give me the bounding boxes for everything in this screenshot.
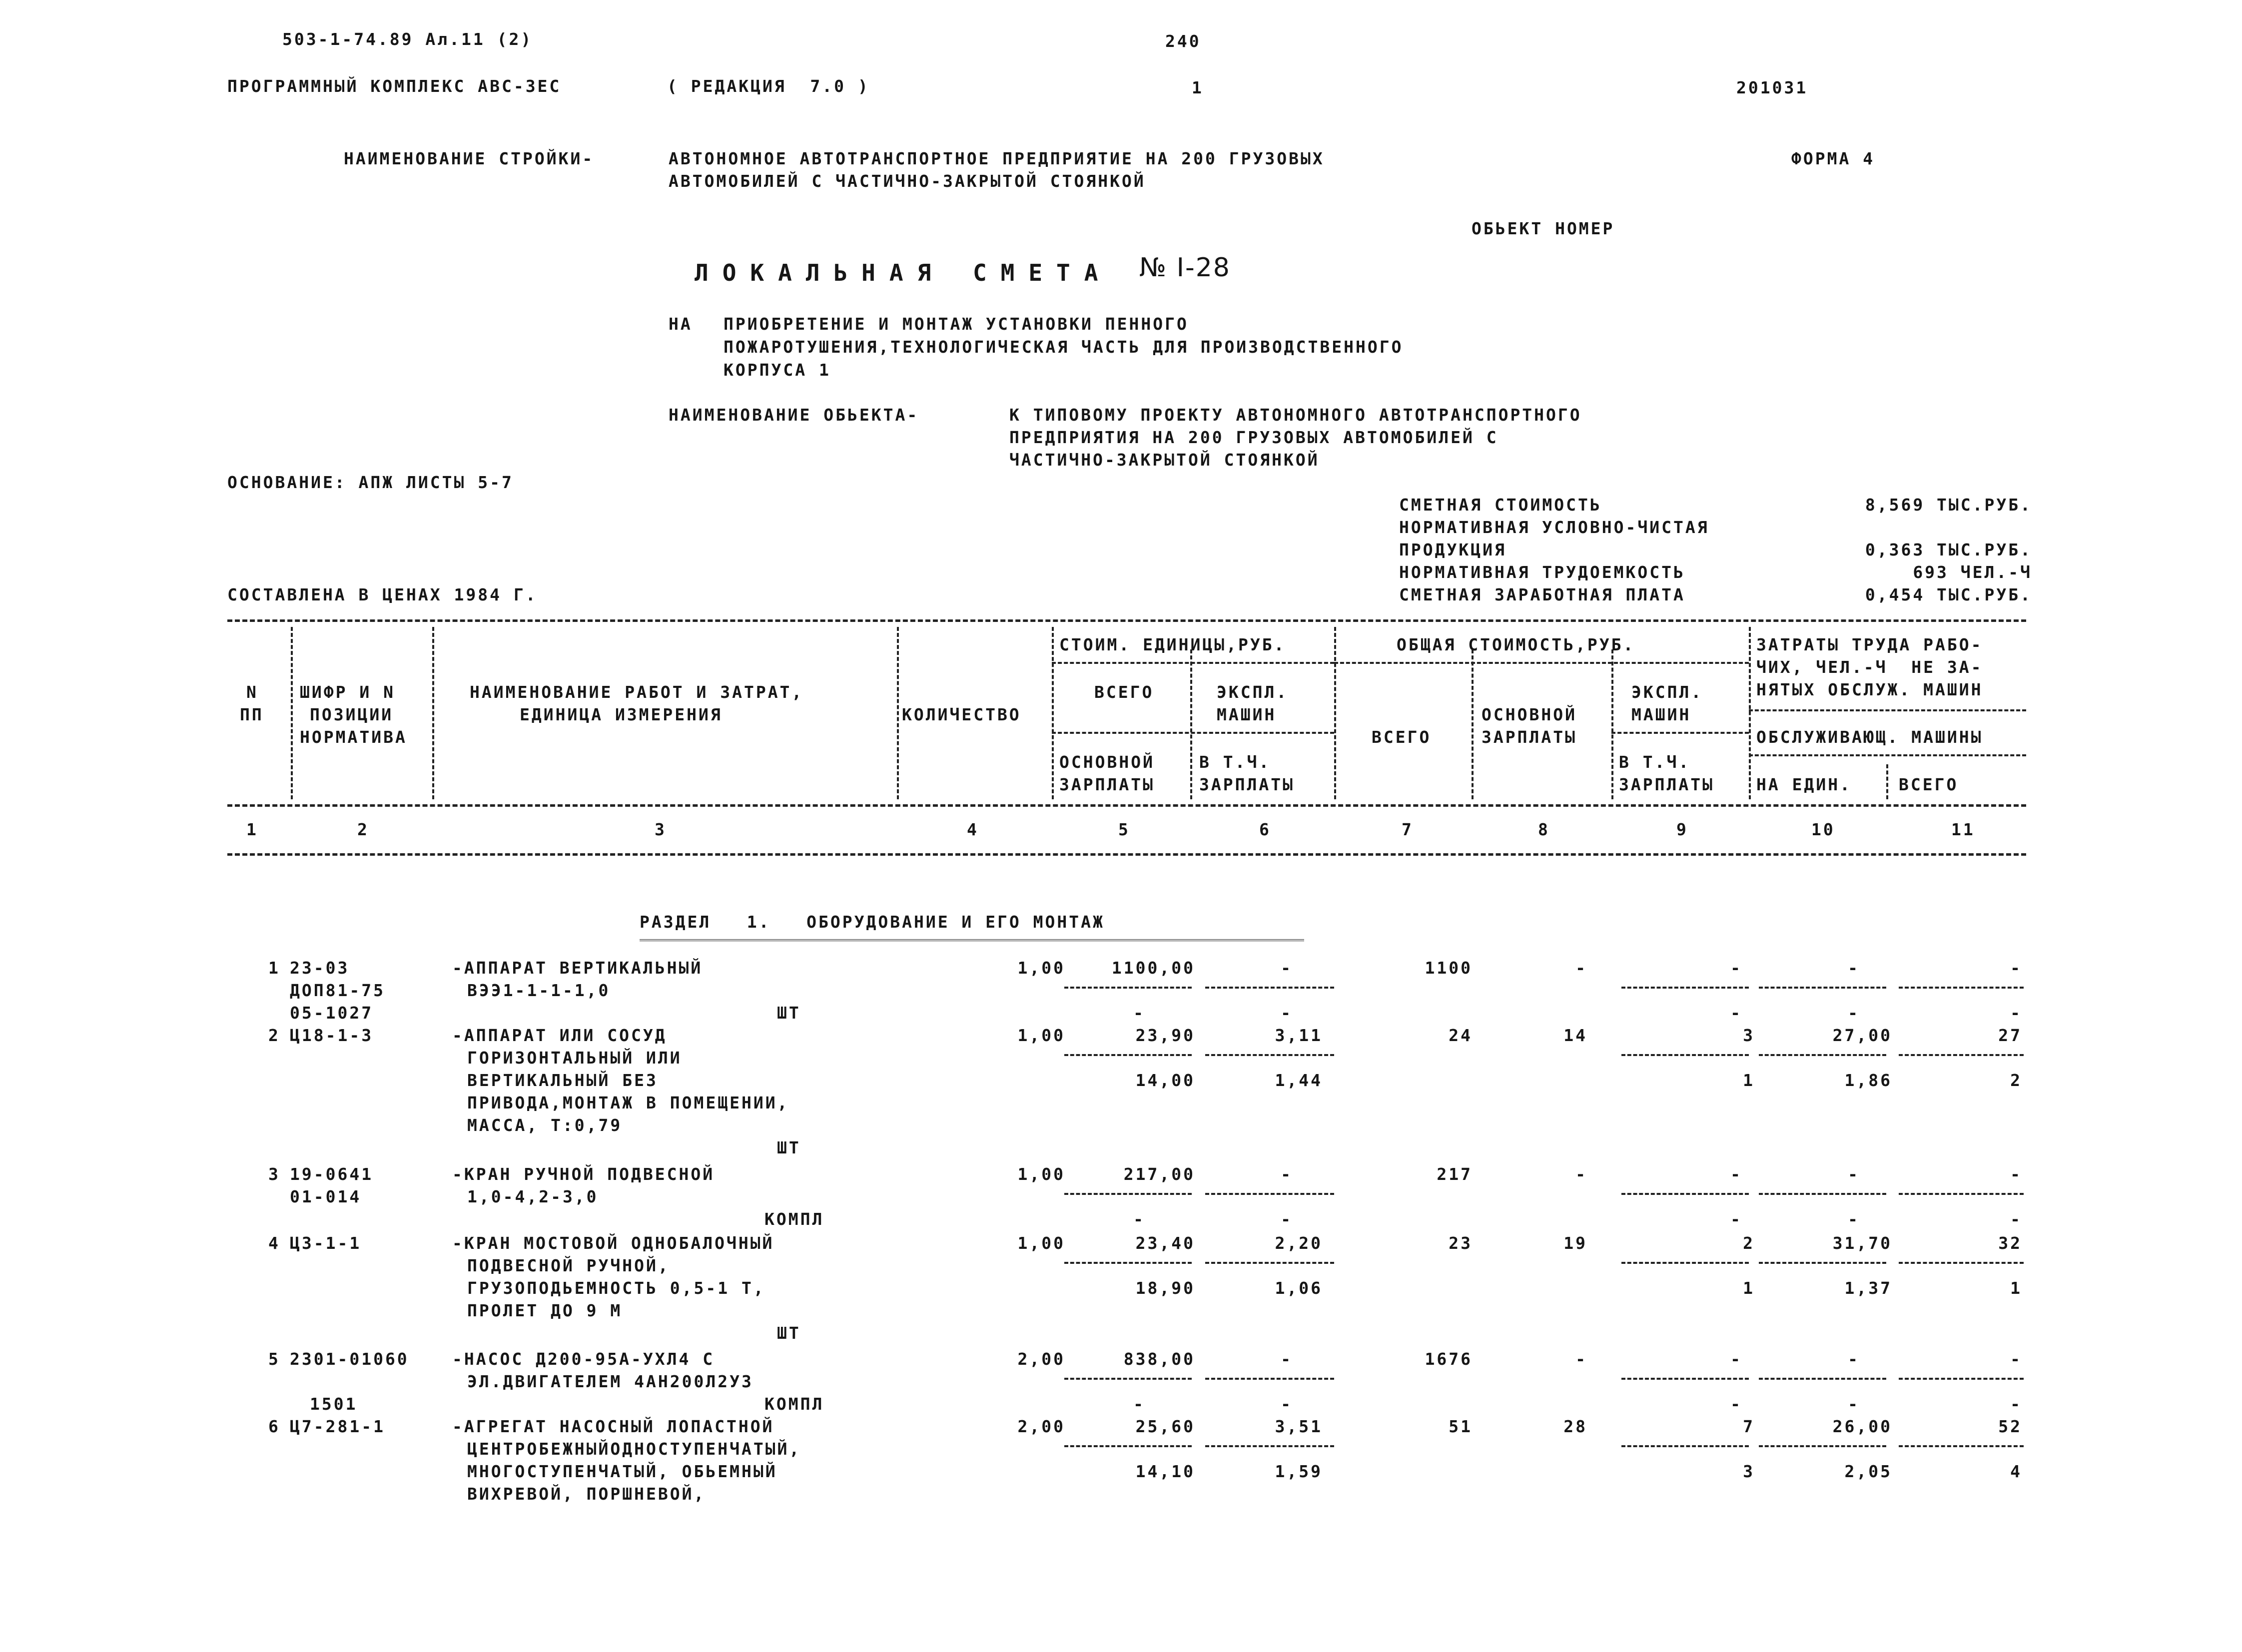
row-salary: - [1575, 1164, 1587, 1184]
row-code: Ц7-281-1 [290, 1417, 385, 1436]
row-labor-total: - [2010, 1209, 2022, 1229]
column-separator [1334, 627, 1336, 799]
col-9-header: ЭКСПЛ. [1631, 682, 1703, 702]
row-unit-salary-incl: - [1281, 1003, 1293, 1023]
column-separator [432, 627, 434, 799]
col-6-header: ЭКСПЛ. [1217, 682, 1289, 702]
row-labor-total: - [2010, 1003, 2022, 1023]
object-name-line-3: ЧАСТИЧНО-ЗАКРЫТОЙ СТОЯНКОЙ [1009, 450, 1320, 470]
sheet-number: 1 [1192, 78, 1204, 97]
divider [1899, 1445, 2024, 1447]
row-code: Ц18-1-3 [290, 1026, 374, 1045]
col-5-header: ВСЕГО [1094, 682, 1154, 702]
row-quantity: 1,00 [1017, 1233, 1065, 1253]
row-number: 6 [268, 1417, 280, 1436]
divider [1759, 1445, 1886, 1447]
program-edition: ( РЕДАКЦИЯ 7.0 ) [667, 76, 870, 96]
row-total: 24 [1449, 1026, 1473, 1045]
row-name: ПРИВОДА,МОНТАЖ В ПОМЕЩЕНИИ, [467, 1093, 789, 1112]
row-total: 1100 [1425, 958, 1473, 978]
divider [1205, 1445, 1334, 1447]
row-salary: 14 [1563, 1026, 1587, 1045]
row-unit: ШТ [777, 1323, 801, 1343]
row-name: -АГРЕГАТ НАСОСНЫЙ ЛОПАСТНОЙ [452, 1417, 774, 1436]
program-name: ПРОГРАММНЫЙ КОМПЛЕКС АВС-3ЕС [227, 76, 562, 96]
divider [1064, 987, 1192, 989]
row-labor-unit: 2,05 [1844, 1462, 1892, 1481]
labor-header: ЧИХ, ЧЕЛ.-Ч НЕ ЗА- [1756, 657, 1983, 677]
column-number: 1 [246, 820, 258, 839]
summary-label: СМЕТНАЯ ЗАРАБОТНАЯ ПЛАТА [1399, 585, 1685, 604]
divider [1064, 1378, 1192, 1380]
divider [1334, 662, 1749, 664]
row-labor-unit: - [1848, 1349, 1860, 1369]
row-machines: - [1730, 1349, 1742, 1369]
row-quantity: 2,00 [1017, 1417, 1065, 1436]
row-name: ВИХРЕВОЙ, ПОРШНЕВОЙ, [467, 1484, 706, 1504]
divider [1064, 1445, 1192, 1447]
divider [1759, 1054, 1886, 1056]
divider [1899, 1262, 2024, 1264]
divider [1621, 1445, 1749, 1447]
purpose-line-3: КОРПУСА 1 [724, 360, 831, 380]
row-name: ГОРИЗОНТАЛЬНЫЙ ИЛИ [467, 1048, 682, 1068]
row-name: -АППАРАТ ИЛИ СОСУД [452, 1026, 667, 1045]
row-unit-salary-incl: 1,44 [1275, 1071, 1323, 1090]
row-quantity: 1,00 [1017, 1026, 1065, 1045]
divider [1759, 987, 1886, 989]
col-2-header: НОРМАТИВА [300, 727, 407, 747]
row-unit: КОМПЛ [764, 1209, 824, 1229]
row-unit-total: 25,60 [1135, 1417, 1195, 1436]
row-unit-total: 1100,00 [1111, 958, 1195, 978]
row-labor-unit: 1,37 [1844, 1278, 1892, 1298]
row-machines: - [1730, 958, 1742, 978]
divider [1899, 1054, 2024, 1056]
divider [227, 804, 2026, 807]
row-unit-total: 23,90 [1135, 1026, 1195, 1045]
row-unit: ШТ [777, 1003, 801, 1023]
row-machines: 3 [1743, 1026, 1755, 1045]
column-separator [291, 627, 293, 799]
row-name: МНОГОСТУПЕНЧАТЫЙ, ОБЬЕМНЫЙ [467, 1462, 777, 1481]
row-number: 4 [268, 1233, 280, 1253]
row-unit-machines: - [1281, 1349, 1293, 1369]
labor-header: ЗАТРАТЫ ТРУДА РАБО- [1756, 635, 1983, 654]
object-number-label: ОБЬЕКТ НОМЕР [1472, 219, 1615, 238]
purpose-prefix: НА [669, 314, 693, 334]
summary-value: 0,363 ТЫС.РУБ. [1865, 540, 2032, 559]
row-quantity: 2,00 [1017, 1349, 1065, 1369]
col-1-header: N [246, 682, 258, 702]
row-labor-unit: 31,70 [1832, 1233, 1892, 1253]
row-code: 01-014 [290, 1187, 362, 1206]
labor-header: ОБСЛУЖИВАЮЩ. МАШИНЫ [1756, 727, 1983, 747]
col-5-header: ЗАРПЛАТЫ [1059, 775, 1155, 794]
col-6-header: В Т.Ч. [1199, 752, 1271, 772]
divider [1621, 1193, 1749, 1195]
row-machines-incl: 1 [1743, 1071, 1755, 1090]
col-6-header: ЗАРПЛАТЫ [1199, 775, 1295, 794]
object-name-line-2: ПРЕДПРИЯТИЯ НА 200 ГРУЗОВЫХ АВТОМОБИЛЕЙ С [1009, 428, 1498, 447]
basis: ОСНОВАНИЕ: АПЖ ЛИСТЫ 5-7 [227, 473, 514, 492]
row-name: ЭЛ.ДВИГАТЕЛЕМ 4АН200Л2У3 [467, 1372, 753, 1391]
column-number: 9 [1676, 820, 1688, 839]
price-basis: СОСТАВЛЕНА В ЦЕНАХ 1984 Г. [227, 585, 538, 604]
page-number: 240 [1165, 31, 1201, 51]
row-labor-total: - [2010, 1394, 2022, 1414]
object-name-line-1: К ТИПОВОМУ ПРОЕКТУ АВТОНОМНОГО АВТОТРАНСПОРТНОГО [1009, 405, 1582, 425]
divider [227, 853, 2026, 856]
divider [1899, 987, 2024, 989]
divider [1205, 1193, 1334, 1195]
column-number: 2 [357, 820, 369, 839]
purpose-line-1: ПРИОБРЕТЕНИЕ И МОНТАЖ УСТАНОВКИ ПЕННОГО [724, 314, 1189, 334]
row-salary: 28 [1563, 1417, 1587, 1436]
row-unit-salary: 14,00 [1135, 1071, 1195, 1090]
purpose-line-2: ПОЖАРОТУШЕНИЯ,ТЕХНОЛОГИЧЕСКАЯ ЧАСТЬ ДЛЯ ПРОИЗВОДСТВЕННОГО [724, 337, 1404, 357]
row-name: ГРУЗОПОДЬЕМНОСТЬ 0,5-1 Т, [467, 1278, 765, 1298]
row-total: 51 [1449, 1417, 1473, 1436]
summary-value: 0,454 ТЫС.РУБ. [1865, 585, 2032, 604]
column-number: 10 [1811, 820, 1835, 839]
divider [1205, 1378, 1334, 1380]
divider [1749, 709, 2026, 711]
divider [1621, 1378, 1749, 1380]
row-labor-unit: - [1848, 1394, 1860, 1414]
col-8-header: ОСНОВНОЙ [1482, 705, 1577, 724]
divider [1621, 1262, 1749, 1264]
row-quantity: 1,00 [1017, 958, 1065, 978]
unit-cost-header: СТОИМ. ЕДИНИЦЫ,РУБ. [1059, 635, 1286, 654]
divider [1899, 1193, 2024, 1195]
row-unit-machines: 2,20 [1275, 1233, 1323, 1253]
divider [1749, 754, 2026, 756]
row-name: -АППАРАТ ВЕРТИКАЛЬНЫЙ [452, 958, 703, 978]
row-name: ВЭЭ1-1-1-1,0 [467, 981, 611, 1000]
row-unit-machines: - [1281, 1164, 1293, 1184]
row-machines-incl: 1 [1743, 1278, 1755, 1298]
divider [1052, 732, 1334, 734]
row-unit-total: 838,00 [1123, 1349, 1195, 1369]
col-3-header: ЕДИНИЦА ИЗМЕРЕНИЯ [520, 705, 723, 724]
labor-header: НЯТЫХ ОБСЛУЖ. МАШИН [1756, 680, 1983, 699]
col-4-header: КОЛИЧЕСТВО [902, 705, 1021, 724]
row-name: МАССА, Т:0,79 [467, 1115, 623, 1135]
row-quantity: 1,00 [1017, 1164, 1065, 1184]
total-cost-header: ОБЩАЯ СТОИМОСТЬ,РУБ. [1397, 635, 1635, 654]
column-separator [1472, 649, 1474, 799]
divider [1621, 987, 1749, 989]
row-labor-total: - [2010, 1349, 2022, 1369]
row-unit: КОМПЛ [764, 1394, 824, 1414]
row-labor-total: - [2010, 958, 2022, 978]
row-unit-total: 23,40 [1135, 1233, 1195, 1253]
divider [1759, 1378, 1886, 1380]
row-machines-incl: - [1730, 1209, 1742, 1229]
row-salary: 19 [1563, 1233, 1587, 1253]
document-code: 503-1-74.89 Ал.11 (2) [282, 29, 533, 49]
row-code: Ц3-1-1 [290, 1233, 362, 1253]
row-labor-unit: - [1848, 1003, 1860, 1023]
row-code: 05-1027 [290, 1003, 374, 1023]
row-unit-machines: 3,51 [1275, 1417, 1323, 1436]
col-2-header: ШИФР И N [300, 682, 395, 702]
row-unit-machines: 3,11 [1275, 1026, 1323, 1045]
row-number: 2 [268, 1026, 280, 1045]
row-salary: - [1575, 958, 1587, 978]
row-unit-salary: 14,10 [1135, 1462, 1195, 1481]
summary-label: ПРОДУКЦИЯ [1399, 540, 1506, 559]
row-salary: - [1575, 1349, 1587, 1369]
summary-label: НОРМАТИВНАЯ ТРУДОЕМКОСТЬ [1399, 562, 1685, 582]
row-code: 2301-01060 [290, 1349, 409, 1369]
divider [1064, 1262, 1192, 1264]
row-labor-total: 27 [1998, 1026, 2022, 1045]
row-name: ПРОЛЕТ ДО 9 М [467, 1301, 623, 1320]
divider [1205, 1054, 1334, 1056]
row-name: 1,0-4,2-3,0 [467, 1187, 599, 1206]
column-separator [1611, 649, 1613, 799]
row-unit-salary: 18,90 [1135, 1278, 1195, 1298]
row-unit-salary-incl: 1,59 [1275, 1462, 1323, 1481]
row-unit-salary-incl: 1,06 [1275, 1278, 1323, 1298]
row-machines: 2 [1743, 1233, 1755, 1253]
column-number: 8 [1538, 820, 1550, 839]
row-labor-total: 32 [1998, 1233, 2022, 1253]
row-unit-machines: - [1281, 958, 1293, 978]
row-labor-unit: 27,00 [1832, 1026, 1892, 1045]
summary-label: НОРМАТИВНАЯ УСЛОВНО-ЧИСТАЯ [1399, 518, 1709, 537]
row-name: -КРАН МОСТОВОЙ ОДНОБАЛОЧНЫЙ [452, 1233, 774, 1253]
section-underline [640, 939, 1304, 943]
divider [1899, 1378, 2024, 1380]
column-separator [1190, 649, 1192, 799]
row-total: 23 [1449, 1233, 1473, 1253]
divider [1052, 662, 1334, 664]
divider [1205, 1262, 1334, 1264]
row-total: 1676 [1425, 1349, 1473, 1369]
col-3-header: НАИМЕНОВАНИЕ РАБОТ И ЗАТРАТ, [470, 682, 804, 702]
row-machines-incl: - [1730, 1003, 1742, 1023]
row-number: 3 [268, 1164, 280, 1184]
row-unit-salary: - [1133, 1003, 1145, 1023]
construction-label: НАИМЕНОВАНИЕ СТРОЙКИ- [344, 149, 595, 168]
column-separator [1052, 627, 1054, 799]
row-machines: - [1730, 1164, 1742, 1184]
col-7-header: ВСЕГО [1372, 727, 1432, 747]
col-2-header: ПОЗИЦИИ [310, 705, 394, 724]
column-separator [1749, 627, 1751, 799]
section-title: РАЗДЕЛ 1. ОБОРУДОВАНИЕ И ЕГО МОНТАЖ [640, 912, 1105, 932]
row-machines-incl: - [1730, 1394, 1742, 1414]
divider [1064, 1193, 1192, 1195]
col-5-header: ОСНОВНОЙ [1059, 752, 1155, 772]
divider [1611, 732, 1749, 734]
row-code: 23-03 [290, 958, 350, 978]
divider [1759, 1262, 1886, 1264]
row-total: 217 [1437, 1164, 1473, 1184]
summary-value: 8,569 ТЫС.РУБ. [1865, 495, 2032, 515]
column-number: 4 [967, 820, 979, 839]
col-9-header: В Т.Ч. [1619, 752, 1691, 772]
row-unit-salary-incl: - [1281, 1394, 1293, 1414]
row-unit: ШТ [777, 1138, 801, 1157]
row-name: -КРАН РУЧНОЙ ПОДВЕСНОЙ [452, 1164, 715, 1184]
column-number: 5 [1118, 820, 1130, 839]
divider [1621, 1054, 1749, 1056]
row-labor-total: 4 [2010, 1462, 2022, 1481]
row-code: 19-0641 [290, 1164, 374, 1184]
construction-name-line-2: АВТОМОБИЛЕЙ С ЧАСТИЧНО-ЗАКРЫТОЙ СТОЯНКОЙ [669, 171, 1146, 191]
row-code: ДОП81-75 [290, 981, 385, 1000]
document-title: ЛОКАЛЬНАЯ СМЕТА [695, 259, 1112, 286]
divider [1759, 1193, 1886, 1195]
col-10-header: НА ЕДИН. [1756, 775, 1852, 794]
row-labor-total: - [2010, 1164, 2022, 1184]
row-unit-total: 217,00 [1123, 1164, 1195, 1184]
row-labor-unit: - [1848, 1209, 1860, 1229]
document-title-number: № I-28 [1139, 253, 1231, 283]
construction-name-line-1: АВТОНОМНОЕ АВТОТРАНСПОРТНОЕ ПРЕДПРИЯТИЕ НА 200 ГРУЗОВЫХ [669, 149, 1325, 168]
row-labor-unit: - [1848, 1164, 1860, 1184]
divider [1205, 987, 1334, 989]
row-labor-unit: 1,86 [1844, 1071, 1892, 1090]
row-labor-unit: - [1848, 958, 1860, 978]
object-name-label: НАИМЕНОВАНИЕ ОБЬЕКТА- [669, 405, 919, 425]
row-name: ПОДВЕСНОЙ РУЧНОЙ, [467, 1256, 670, 1275]
row-code: 1501 [310, 1394, 358, 1414]
column-separator [1886, 764, 1888, 799]
column-number: 3 [655, 820, 667, 839]
row-labor-total: 2 [2010, 1071, 2022, 1090]
summary-value: 693 ЧЕЛ.-Ч [1913, 562, 2032, 582]
estimate-code: 201031 [1736, 78, 1808, 97]
row-machines: 7 [1743, 1417, 1755, 1436]
form-label: ФОРМА 4 [1791, 149, 1875, 168]
row-unit-salary: - [1133, 1209, 1145, 1229]
col-1-header: ПП [240, 705, 264, 724]
row-name: ВЕРТИКАЛЬНЫЙ БЕЗ [467, 1071, 658, 1090]
row-machines-incl: 3 [1743, 1462, 1755, 1481]
row-labor-unit: 26,00 [1832, 1417, 1892, 1436]
row-name: -НАСОС Д200-95А-УХЛ4 С [452, 1349, 715, 1369]
col-9-header: ЗАРПЛАТЫ [1619, 775, 1714, 794]
col-9-header: МАШИН [1631, 705, 1691, 724]
row-name: ЦЕНТРОБЕЖНЫЙОДНОСТУПЕНЧАТЫЙ, [467, 1439, 801, 1459]
column-number: 7 [1402, 820, 1414, 839]
row-number: 1 [268, 958, 280, 978]
divider [1064, 1054, 1192, 1056]
divider [227, 619, 2026, 622]
row-labor-total: 1 [2010, 1278, 2022, 1298]
row-number: 5 [268, 1349, 280, 1369]
col-11-header: ВСЕГО [1899, 775, 1959, 794]
row-unit-salary-incl: - [1281, 1209, 1293, 1229]
column-number: 11 [1951, 820, 1975, 839]
column-separator [897, 627, 899, 799]
column-number: 6 [1259, 820, 1271, 839]
row-labor-total: 52 [1998, 1417, 2022, 1436]
summary-label: СМЕТНАЯ СТОИМОСТЬ [1399, 495, 1602, 515]
row-unit-salary: - [1133, 1394, 1145, 1414]
col-8-header: ЗАРПЛАТЫ [1482, 727, 1577, 747]
col-6-header: МАШИН [1217, 705, 1277, 724]
